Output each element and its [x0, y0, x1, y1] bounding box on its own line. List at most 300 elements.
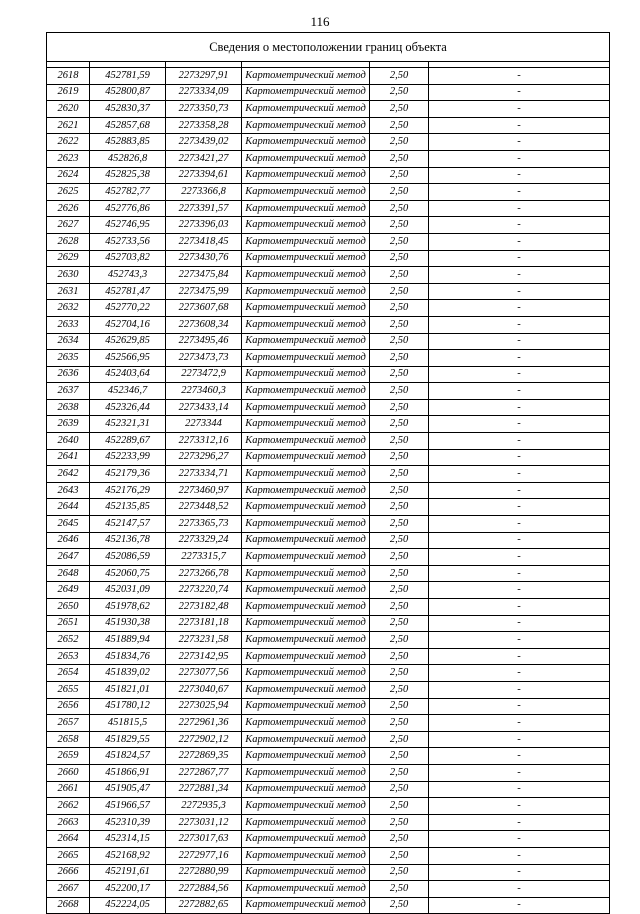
x-coordinate-cell: 451821,01 [90, 681, 166, 698]
table-row [47, 549, 610, 566]
point-number-cell: 2663 [47, 814, 90, 831]
x-coordinate-cell: 451905,47 [90, 781, 166, 798]
point-number-cell: 2633 [47, 316, 90, 333]
table-row [47, 482, 610, 499]
description-cell: - [429, 516, 610, 533]
y-coordinate-cell: 2273475,84 [166, 267, 242, 284]
table-row [47, 350, 610, 367]
table-row [47, 117, 610, 134]
y-coordinate-cell: 2273181,18 [166, 615, 242, 632]
y-coordinate-cell: 2273266,78 [166, 565, 242, 582]
accuracy-cell: 2,50 [370, 881, 429, 898]
description-cell: - [429, 433, 610, 450]
method-cell: Картометрический метод [242, 184, 370, 201]
description-cell: - [429, 748, 610, 765]
accuracy-cell: 2,50 [370, 217, 429, 234]
method-cell: Картометрический метод [242, 366, 370, 383]
method-cell: Картометрический метод [242, 217, 370, 234]
description-cell: - [429, 499, 610, 516]
point-number-cell: 2636 [47, 366, 90, 383]
y-coordinate-cell: 2273040,67 [166, 681, 242, 698]
y-coordinate-cell: 2272882,65 [166, 897, 242, 914]
description-cell: - [429, 449, 610, 466]
y-coordinate-cell: 2273433,14 [166, 399, 242, 416]
method-cell: Картометрический метод [242, 731, 370, 748]
description-cell: - [429, 466, 610, 483]
table-row [47, 814, 610, 831]
x-coordinate-cell: 452704,16 [90, 316, 166, 333]
point-number-cell: 2631 [47, 283, 90, 300]
y-coordinate-cell: 2273231,58 [166, 632, 242, 649]
method-cell: Картометрический метод [242, 798, 370, 815]
point-number-cell: 2628 [47, 233, 90, 250]
table-row [47, 516, 610, 533]
accuracy-cell: 2,50 [370, 433, 429, 450]
table-row [47, 316, 610, 333]
method-cell: Картометрический метод [242, 150, 370, 167]
point-number-cell: 2668 [47, 897, 90, 914]
y-coordinate-cell: 2273439,02 [166, 134, 242, 151]
point-number-cell: 2619 [47, 84, 90, 101]
method-cell: Картометрический метод [242, 68, 370, 85]
x-coordinate-cell: 452629,85 [90, 333, 166, 350]
method-cell: Картометрический метод [242, 831, 370, 848]
y-coordinate-cell: 2272869,35 [166, 748, 242, 765]
point-number-cell: 2639 [47, 416, 90, 433]
table-row [47, 715, 610, 732]
method-cell: Картометрический метод [242, 117, 370, 134]
y-coordinate-cell: 2273365,73 [166, 516, 242, 533]
accuracy-cell: 2,50 [370, 565, 429, 582]
x-coordinate-cell: 452191,61 [90, 864, 166, 881]
x-coordinate-cell: 451815,5 [90, 715, 166, 732]
accuracy-cell: 2,50 [370, 482, 429, 499]
x-coordinate-cell: 452830,37 [90, 101, 166, 118]
method-cell: Картометрический метод [242, 101, 370, 118]
accuracy-cell: 2,50 [370, 748, 429, 765]
accuracy-cell: 2,50 [370, 831, 429, 848]
x-coordinate-cell: 452314,15 [90, 831, 166, 848]
accuracy-cell: 2,50 [370, 615, 429, 632]
method-cell: Картометрический метод [242, 715, 370, 732]
description-cell: - [429, 84, 610, 101]
table-header-row [47, 33, 610, 62]
description-cell: - [429, 300, 610, 317]
description-cell: - [429, 383, 610, 400]
x-coordinate-cell: 451829,55 [90, 731, 166, 748]
x-coordinate-cell: 452733,56 [90, 233, 166, 250]
table-row [47, 466, 610, 483]
point-number-cell: 2635 [47, 350, 90, 367]
y-coordinate-cell: 2273418,45 [166, 233, 242, 250]
y-coordinate-cell: 2273396,03 [166, 217, 242, 234]
y-coordinate-cell: 2273182,48 [166, 599, 242, 616]
accuracy-cell: 2,50 [370, 698, 429, 715]
point-number-cell: 2627 [47, 217, 90, 234]
table-row [47, 68, 610, 85]
point-number-cell: 2667 [47, 881, 90, 898]
method-cell: Картометрический метод [242, 84, 370, 101]
description-cell: - [429, 864, 610, 881]
method-cell: Картометрический метод [242, 681, 370, 698]
table-row [47, 798, 610, 815]
x-coordinate-cell: 452826,8 [90, 150, 166, 167]
x-coordinate-cell: 452086,59 [90, 549, 166, 566]
x-coordinate-cell: 452857,68 [90, 117, 166, 134]
accuracy-cell: 2,50 [370, 200, 429, 217]
description-cell: - [429, 233, 610, 250]
table-row [47, 897, 610, 914]
point-number-cell: 2664 [47, 831, 90, 848]
x-coordinate-cell: 451889,94 [90, 632, 166, 649]
x-coordinate-cell: 452136,78 [90, 532, 166, 549]
y-coordinate-cell: 2273495,46 [166, 333, 242, 350]
description-cell: - [429, 764, 610, 781]
method-cell: Картометрический метод [242, 416, 370, 433]
accuracy-cell: 2,50 [370, 632, 429, 649]
y-coordinate-cell: 2273448,52 [166, 499, 242, 516]
point-number-cell: 2637 [47, 383, 90, 400]
y-coordinate-cell: 2273025,94 [166, 698, 242, 715]
y-coordinate-cell: 2273334,71 [166, 466, 242, 483]
accuracy-cell: 2,50 [370, 466, 429, 483]
y-coordinate-cell: 2272961,36 [166, 715, 242, 732]
accuracy-cell: 2,50 [370, 764, 429, 781]
accuracy-cell: 2,50 [370, 516, 429, 533]
accuracy-cell: 2,50 [370, 449, 429, 466]
y-coordinate-cell: 2273421,27 [166, 150, 242, 167]
x-coordinate-cell: 452060,75 [90, 565, 166, 582]
point-number-cell: 2659 [47, 748, 90, 765]
accuracy-cell: 2,50 [370, 599, 429, 616]
x-coordinate-cell: 452200,17 [90, 881, 166, 898]
method-cell: Картометрический метод [242, 565, 370, 582]
point-number-cell: 2650 [47, 599, 90, 616]
accuracy-cell: 2,50 [370, 715, 429, 732]
x-coordinate-cell: 452147,57 [90, 516, 166, 533]
method-cell: Картометрический метод [242, 748, 370, 765]
method-cell: Картометрический метод [242, 665, 370, 682]
accuracy-cell: 2,50 [370, 897, 429, 914]
y-coordinate-cell: 2273358,28 [166, 117, 242, 134]
x-coordinate-cell: 452346,7 [90, 383, 166, 400]
y-coordinate-cell: 2273344 [166, 416, 242, 433]
point-number-cell: 2660 [47, 764, 90, 781]
accuracy-cell: 2,50 [370, 101, 429, 118]
method-cell: Картометрический метод [242, 267, 370, 284]
description-cell: - [429, 150, 610, 167]
point-number-cell: 2630 [47, 267, 90, 284]
point-number-cell: 2640 [47, 433, 90, 450]
point-number-cell: 2648 [47, 565, 90, 582]
method-cell: Картометрический метод [242, 814, 370, 831]
description-cell: - [429, 632, 610, 649]
table-row [47, 599, 610, 616]
description-cell: - [429, 532, 610, 549]
method-cell: Картометрический метод [242, 599, 370, 616]
method-cell: Картометрический метод [242, 233, 370, 250]
method-cell: Картометрический метод [242, 333, 370, 350]
accuracy-cell: 2,50 [370, 681, 429, 698]
table-row [47, 134, 610, 151]
y-coordinate-cell: 2273430,76 [166, 250, 242, 267]
description-cell: - [429, 184, 610, 201]
x-coordinate-cell: 452703,82 [90, 250, 166, 267]
method-cell: Картометрический метод [242, 582, 370, 599]
y-coordinate-cell: 2273312,16 [166, 433, 242, 450]
accuracy-cell: 2,50 [370, 267, 429, 284]
table-row [47, 731, 610, 748]
x-coordinate-cell: 452782,77 [90, 184, 166, 201]
accuracy-cell: 2,50 [370, 350, 429, 367]
x-coordinate-cell: 452776,86 [90, 200, 166, 217]
table-row [47, 881, 610, 898]
method-cell: Картометрический метод [242, 516, 370, 533]
y-coordinate-cell: 2272884,56 [166, 881, 242, 898]
accuracy-cell: 2,50 [370, 665, 429, 682]
method-cell: Картометрический метод [242, 781, 370, 798]
page-number: 116 [310, 14, 330, 29]
method-cell: Картометрический метод [242, 764, 370, 781]
x-coordinate-cell: 452310,39 [90, 814, 166, 831]
method-cell: Картометрический метод [242, 499, 370, 516]
description-cell: - [429, 549, 610, 566]
point-number-cell: 2656 [47, 698, 90, 715]
table-row [47, 167, 610, 184]
point-number-cell: 2629 [47, 250, 90, 267]
table-row [47, 681, 610, 698]
method-cell: Картометрический метод [242, 300, 370, 317]
accuracy-cell: 2,50 [370, 731, 429, 748]
accuracy-cell: 2,50 [370, 283, 429, 300]
y-coordinate-cell: 2273460,3 [166, 383, 242, 400]
x-coordinate-cell: 452743,3 [90, 267, 166, 284]
table-row [47, 582, 610, 599]
method-cell: Картометрический метод [242, 549, 370, 566]
point-number-cell: 2624 [47, 167, 90, 184]
point-number-cell: 2642 [47, 466, 90, 483]
table-row [47, 233, 610, 250]
x-coordinate-cell: 452326,44 [90, 399, 166, 416]
point-number-cell: 2658 [47, 731, 90, 748]
method-cell: Картометрический метод [242, 897, 370, 914]
accuracy-cell: 2,50 [370, 499, 429, 516]
table-row [47, 864, 610, 881]
accuracy-cell: 2,50 [370, 300, 429, 317]
point-number-cell: 2645 [47, 516, 90, 533]
table-row [47, 615, 610, 632]
table-row [47, 250, 610, 267]
method-cell: Картометрический метод [242, 698, 370, 715]
table-row [47, 84, 610, 101]
x-coordinate-cell: 451824,57 [90, 748, 166, 765]
description-cell: - [429, 665, 610, 682]
y-coordinate-cell: 2273220,74 [166, 582, 242, 599]
method-cell: Картометрический метод [242, 283, 370, 300]
method-cell: Картометрический метод [242, 482, 370, 499]
point-number-cell: 2643 [47, 482, 90, 499]
table-row [47, 648, 610, 665]
accuracy-cell: 2,50 [370, 383, 429, 400]
accuracy-cell: 2,50 [370, 134, 429, 151]
table-row [47, 698, 610, 715]
y-coordinate-cell: 2273031,12 [166, 814, 242, 831]
accuracy-cell: 2,50 [370, 366, 429, 383]
y-coordinate-cell: 2273607,68 [166, 300, 242, 317]
y-coordinate-cell: 2273350,73 [166, 101, 242, 118]
y-coordinate-cell: 2272977,16 [166, 847, 242, 864]
table-row [47, 449, 610, 466]
accuracy-cell: 2,50 [370, 117, 429, 134]
method-cell: Картометрический метод [242, 134, 370, 151]
method-cell: Картометрический метод [242, 615, 370, 632]
x-coordinate-cell: 452800,87 [90, 84, 166, 101]
method-cell: Картометрический метод [242, 466, 370, 483]
x-coordinate-cell: 452781,59 [90, 68, 166, 85]
y-coordinate-cell: 2273329,24 [166, 532, 242, 549]
description-cell: - [429, 366, 610, 383]
x-coordinate-cell: 452321,31 [90, 416, 166, 433]
point-number-cell: 2652 [47, 632, 90, 649]
description-cell: - [429, 217, 610, 234]
description-cell: - [429, 648, 610, 665]
x-coordinate-cell: 452781,47 [90, 283, 166, 300]
table-row [47, 748, 610, 765]
table-row [47, 267, 610, 284]
table-row [47, 847, 610, 864]
point-number-cell: 2653 [47, 648, 90, 665]
table-row [47, 383, 610, 400]
point-number-cell: 2657 [47, 715, 90, 732]
accuracy-cell: 2,50 [370, 781, 429, 798]
description-cell: - [429, 781, 610, 798]
description-cell: - [429, 250, 610, 267]
y-coordinate-cell: 2272880,99 [166, 864, 242, 881]
x-coordinate-cell: 451966,57 [90, 798, 166, 815]
point-number-cell: 2626 [47, 200, 90, 217]
x-coordinate-cell: 451930,38 [90, 615, 166, 632]
accuracy-cell: 2,50 [370, 798, 429, 815]
y-coordinate-cell: 2273334,09 [166, 84, 242, 101]
y-coordinate-cell: 2273394,61 [166, 167, 242, 184]
accuracy-cell: 2,50 [370, 316, 429, 333]
description-cell: - [429, 101, 610, 118]
x-coordinate-cell: 451839,02 [90, 665, 166, 682]
y-coordinate-cell: 2273475,99 [166, 283, 242, 300]
description-cell: - [429, 167, 610, 184]
method-cell: Картометрический метод [242, 250, 370, 267]
description-cell: - [429, 715, 610, 732]
x-coordinate-cell: 451780,12 [90, 698, 166, 715]
x-coordinate-cell: 452289,67 [90, 433, 166, 450]
description-cell: - [429, 200, 610, 217]
point-number-cell: 2662 [47, 798, 90, 815]
y-coordinate-cell: 2273296,27 [166, 449, 242, 466]
point-number-cell: 2623 [47, 150, 90, 167]
y-coordinate-cell: 2273315,7 [166, 549, 242, 566]
table-row [47, 632, 610, 649]
method-cell: Картометрический метод [242, 847, 370, 864]
table-row [47, 283, 610, 300]
description-cell: - [429, 881, 610, 898]
point-number-cell: 2622 [47, 134, 90, 151]
point-number-cell: 2646 [47, 532, 90, 549]
description-cell: - [429, 333, 610, 350]
accuracy-cell: 2,50 [370, 847, 429, 864]
table-body [47, 68, 610, 914]
method-cell: Картометрический метод [242, 532, 370, 549]
boundary-coordinates-table [46, 32, 610, 914]
table-row [47, 565, 610, 582]
table-row [47, 665, 610, 682]
description-cell: - [429, 582, 610, 599]
accuracy-cell: 2,50 [370, 864, 429, 881]
description-cell: - [429, 814, 610, 831]
x-coordinate-cell: 452168,92 [90, 847, 166, 864]
y-coordinate-cell: 2272902,12 [166, 731, 242, 748]
accuracy-cell: 2,50 [370, 582, 429, 599]
point-number-cell: 2618 [47, 68, 90, 85]
y-coordinate-cell: 2272881,34 [166, 781, 242, 798]
table-row [47, 399, 610, 416]
y-coordinate-cell: 2272867,77 [166, 764, 242, 781]
x-coordinate-cell: 452770,22 [90, 300, 166, 317]
accuracy-cell: 2,50 [370, 532, 429, 549]
point-number-cell: 2655 [47, 681, 90, 698]
accuracy-cell: 2,50 [370, 648, 429, 665]
table-row [47, 300, 610, 317]
method-cell: Картометрический метод [242, 632, 370, 649]
table-row [47, 150, 610, 167]
x-coordinate-cell: 452233,99 [90, 449, 166, 466]
description-cell: - [429, 615, 610, 632]
table-row [47, 764, 610, 781]
description-cell: - [429, 798, 610, 815]
method-cell: Картометрический метод [242, 433, 370, 450]
x-coordinate-cell: 452179,36 [90, 466, 166, 483]
method-cell: Картометрический метод [242, 167, 370, 184]
method-cell: Картометрический метод [242, 350, 370, 367]
point-number-cell: 2666 [47, 864, 90, 881]
y-coordinate-cell: 2273017,63 [166, 831, 242, 848]
description-cell: - [429, 698, 610, 715]
table-row [47, 532, 610, 549]
point-number-cell: 2632 [47, 300, 90, 317]
method-cell: Картометрический метод [242, 864, 370, 881]
point-number-cell: 2620 [47, 101, 90, 118]
description-cell: - [429, 897, 610, 914]
method-cell: Картометрический метод [242, 383, 370, 400]
y-coordinate-cell: 2273142,95 [166, 648, 242, 665]
x-coordinate-cell: 452224,05 [90, 897, 166, 914]
x-coordinate-cell: 451866,91 [90, 764, 166, 781]
method-cell: Картометрический метод [242, 399, 370, 416]
y-coordinate-cell: 2273460,97 [166, 482, 242, 499]
y-coordinate-cell: 2273391,57 [166, 200, 242, 217]
point-number-cell: 2621 [47, 117, 90, 134]
x-coordinate-cell: 452566,95 [90, 350, 166, 367]
description-cell: - [429, 399, 610, 416]
x-coordinate-cell: 451978,62 [90, 599, 166, 616]
method-cell: Картометрический метод [242, 316, 370, 333]
description-cell: - [429, 599, 610, 616]
point-number-cell: 2625 [47, 184, 90, 201]
accuracy-cell: 2,50 [370, 399, 429, 416]
point-number-cell: 2654 [47, 665, 90, 682]
table-row [47, 101, 610, 118]
description-cell: - [429, 117, 610, 134]
description-cell: - [429, 731, 610, 748]
